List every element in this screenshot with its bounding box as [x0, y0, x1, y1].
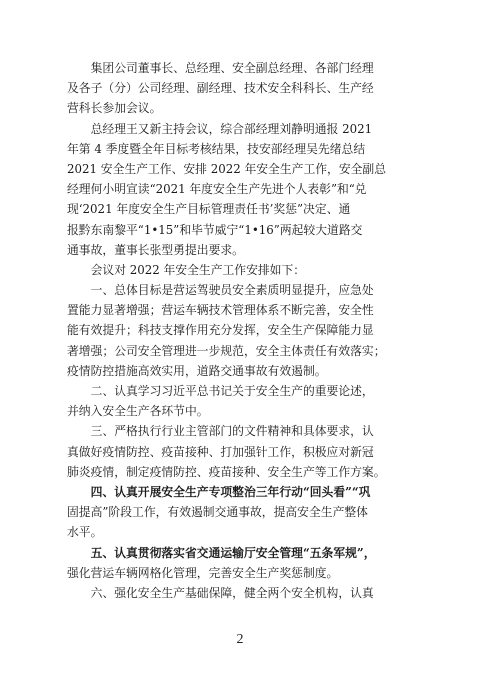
text-line: 一、总体目标是营运驾驶员安全素质明显提升，应急处	[90, 283, 374, 298]
text-line: 现‘2021 年度安全生产目标管理责任书’奖惩”决定、通	[67, 202, 351, 217]
text-line: 五、认真贯彻落实省交通运输厅安全管理“五条军规”，	[90, 545, 376, 560]
text-line: 总经理王又新主持会议，综合部经理刘静明通报 2021	[90, 121, 373, 136]
text-line: 四、认真开展安全生产专项整治三年行动“回头看”“巩	[90, 484, 371, 499]
text-line: 通事故，董事长张型勇提出要求。	[67, 242, 244, 257]
text-line: 强化营运车辆网格化管理，完善安全生产奖惩制度。	[67, 565, 339, 580]
text-line: 置能力显著增强；营运车辆技术管理体系不断完善，安全性	[67, 303, 374, 318]
text-line: 水平。	[67, 525, 103, 540]
text-line: 二、认真学习习近平总书记关于安全生产的重要论述，	[90, 384, 374, 398]
text-line: 六、强化安全生产基础保障，健全两个安全机构，认真	[90, 585, 374, 600]
text-line: 报黔东南黎平“1•15”和毕节威宁“1•16”两起较大道路交	[67, 222, 363, 237]
text-line: 及各子（分）公司经理、副经理、技术安全科科长、生产经	[67, 81, 374, 96]
body-text	[67, 58, 417, 603]
text-line: 疫情防控措施高效实用，道路交通事故有效遏制。	[67, 363, 327, 378]
text-line: 2021 安全生产工作、安排 2022 年安全生产工作，安全副总	[67, 161, 387, 176]
text-line: 著增强；公司安全管理进一步规范，安全主体责任有效落实；	[67, 343, 386, 358]
text-line: 年第 4 季度暨全年目标考核结果，技安部经理吴先绪总结	[67, 141, 366, 156]
text-line: 肺炎疫情，制定疫情防控、疫苗接种、安全生产等工作方案。	[67, 464, 386, 479]
text-line: 真做好疫情防控、疫苗接种、打加强针工作，积极应对新冠	[67, 444, 374, 459]
page-number: 2	[236, 632, 244, 647]
text-line: 并纳入安全生产各环节中。	[67, 404, 209, 419]
text-line: 会议对 2022 年安全生产工作安排如下：	[90, 262, 306, 277]
text-line: 集团公司董事长、总经理、安全副总经理、各部门经理	[90, 61, 374, 75]
text-line: 能有效提升；科技支撑作用充分发挥，安全生产保障能力显	[67, 323, 374, 338]
text-line: 营科长参加会议。	[67, 101, 162, 116]
text-line: 固提高”阶段工作，有效遏制交通事故，提高安全生产整体	[67, 505, 368, 520]
text-line: 三、严格执行行业主管部门的文件精神和具体要求，认	[90, 424, 374, 439]
text-line: 经理何小明宣读“2021 年度安全生产先进个人表彰”和“兑	[67, 182, 367, 197]
